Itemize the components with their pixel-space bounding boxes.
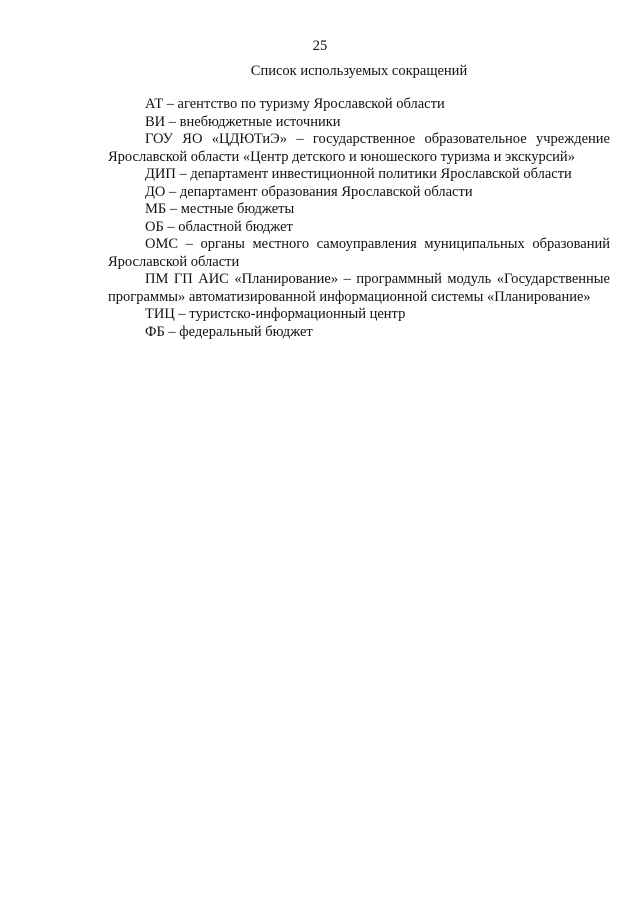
- list-item: АТ – агентство по туризму Ярославской области: [145, 96, 445, 112]
- list-item: ГОУ ЯО «ЦДЮТиЭ» – государственное образовательное учреждение Ярославской области «Центр детского и юношеского туризма и экскурсий»: [108, 131, 610, 165]
- page-number: 25: [312, 38, 328, 54]
- list-item: ОМС – органы местного самоуправления муниципальных образований Ярославской области: [108, 236, 610, 270]
- list-item: ДО – департамент образования Ярославской области: [145, 183, 473, 200]
- list-item: МБ – местные бюджеты: [145, 201, 295, 217]
- page-title: Список используемых сокращений: [250, 63, 468, 79]
- list-item: ПМ ГП АИС «Планирование» – программный модуль «Государственные программы» автоматизированной информационной системы «Планирование»: [108, 271, 610, 305]
- list-item: ДИП – департамент инвестиционной политики Ярославской области: [145, 166, 572, 182]
- abbreviation-list: [108, 96, 610, 341]
- list-item: ОБ – областной бюджет: [145, 218, 293, 235]
- list-item: ВИ – внебюджетные источники: [145, 113, 341, 130]
- list-item: ФБ – федеральный бюджет: [145, 323, 313, 340]
- list-item: ТИЦ – туристско-информационный центр: [145, 306, 406, 322]
